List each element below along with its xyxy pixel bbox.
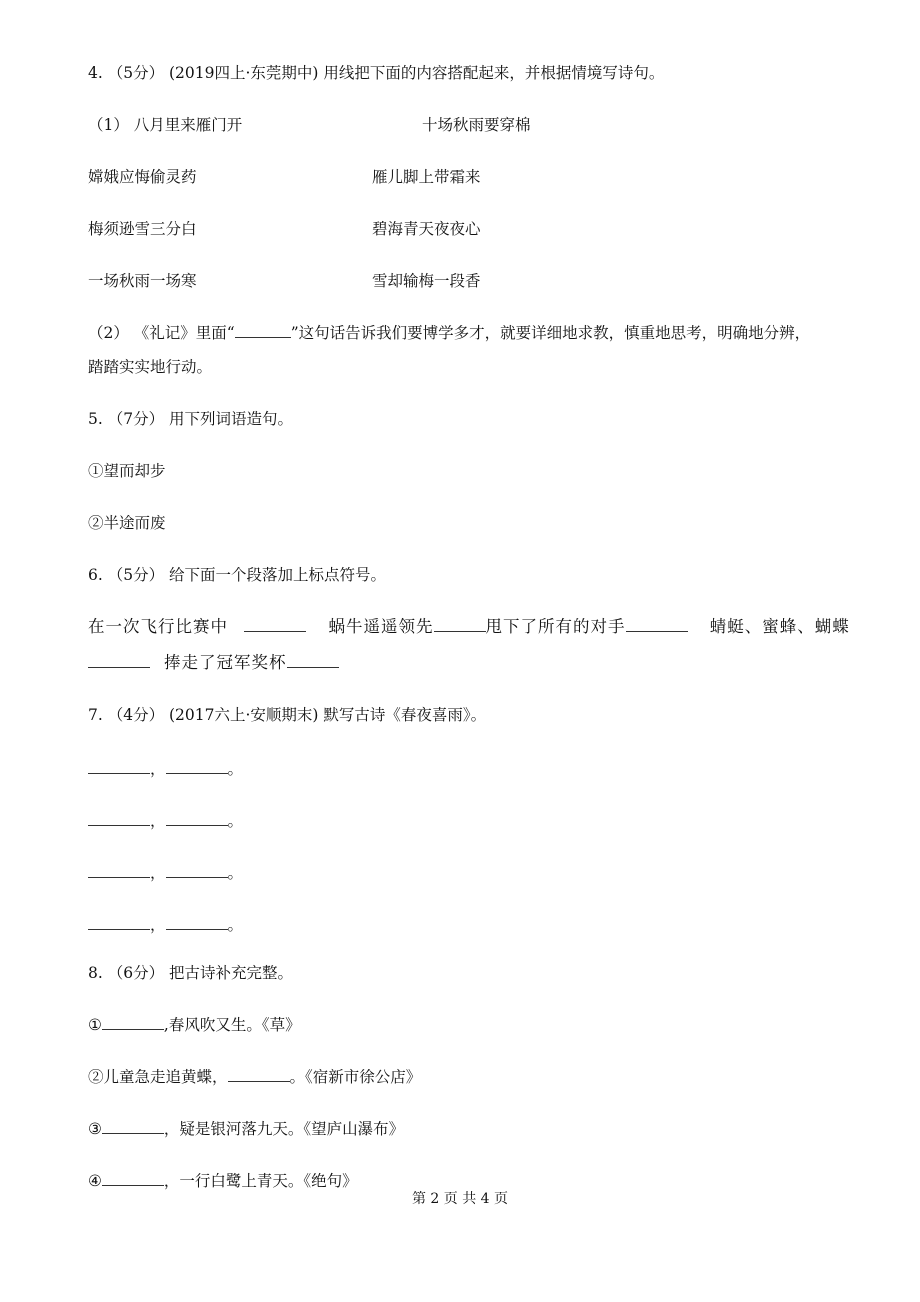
answer-blank[interactable] <box>235 322 291 338</box>
q7-line-2 <box>88 810 243 832</box>
comma: ， <box>150 812 166 830</box>
answer-blank[interactable] <box>102 1014 164 1030</box>
punct-blank[interactable] <box>88 652 150 668</box>
q6-seg-4: 蜻蜓、蜜蜂、蝴蝶 <box>709 617 850 636</box>
answer-blank[interactable] <box>88 862 150 878</box>
q5-header: 5. （7分） 用下列词语造句。 <box>88 410 294 428</box>
q8-item-suffix: ，疑是银河落九天。《望庐山瀑布》 <box>163 1120 405 1138</box>
answer-blank[interactable] <box>166 810 228 826</box>
q7-line-1 <box>88 758 243 780</box>
q8-item-prefix: ④ <box>88 1172 102 1190</box>
q4-pair-1-right: 十场秋雨要穿棉 <box>422 116 531 134</box>
q8-item-2 <box>88 1066 421 1088</box>
punct-blank[interactable] <box>626 616 688 632</box>
q8-item-prefix: ②儿童急走追黄蝶， <box>88 1068 228 1086</box>
q4-pair-3-right: 碧海青天夜夜心 <box>372 220 481 238</box>
q6-seg-1: 在一次飞行比赛中 <box>88 617 228 636</box>
q4-pair-2-right: 雁儿脚上带霜来 <box>372 168 481 186</box>
q4-part2-suffix: ”这句话告诉我们要博学多才，就要详细地求教，慎重地思考，明确地分辨， <box>290 324 811 342</box>
q4-pair-4-right: 雪却输梅一段香 <box>372 272 481 290</box>
punct-blank[interactable] <box>434 616 486 632</box>
punct-blank[interactable] <box>244 616 306 632</box>
comma: ， <box>150 760 166 778</box>
q5-item-1: ①望而却步 <box>88 462 166 480</box>
period: 。 <box>227 864 244 882</box>
answer-blank[interactable] <box>88 914 150 930</box>
q5-item-2: ②半途而废 <box>88 514 166 532</box>
q8-item-suffix: 。《宿新市徐公店》 <box>289 1068 422 1086</box>
q8-item-1 <box>88 1014 301 1036</box>
q4-pair-3-left: 梅须逊雪三分白 <box>88 220 197 238</box>
punct-blank[interactable] <box>287 652 339 668</box>
q8-item-3 <box>88 1118 404 1140</box>
period: 。 <box>227 760 244 778</box>
answer-blank[interactable] <box>88 810 150 826</box>
q4-pair-2-left: 嫦娥应悔偷灵药 <box>88 168 197 186</box>
answer-blank[interactable] <box>166 862 228 878</box>
q8-item-suffix: ,春风吹又生。《草》 <box>163 1016 301 1034</box>
q7-line-3 <box>88 862 243 884</box>
q6-seg-3: 甩下了所有的对手 <box>485 617 626 636</box>
q4-part2-line1 <box>88 322 810 344</box>
q4-header: 4. （5分） (2019四上·东莞期中) 用线把下面的内容搭配起来，并根据情境写诗句。 <box>88 64 665 82</box>
q6-seg-2: 蜗牛遥遥领先 <box>328 617 434 636</box>
answer-blank[interactable] <box>228 1066 290 1082</box>
period: 。 <box>227 812 244 830</box>
q8-header: 8. （6分） 把古诗补充完整。 <box>88 964 294 982</box>
q4-part2-prefix: （2） 《礼记》里面“ <box>88 324 235 342</box>
answer-blank[interactable] <box>102 1118 164 1134</box>
comma: ， <box>150 864 166 882</box>
page-footer: 第 2 页 共 4 页 <box>411 1191 509 1207</box>
q7-header: 7. （4分） (2017六上·安顺期末) 默写古诗《春夜喜雨》。 <box>88 706 487 724</box>
q4-part2-line2: 踏踏实实地行动。 <box>88 358 213 376</box>
answer-blank[interactable] <box>102 1170 164 1186</box>
q8-item-prefix: ① <box>88 1016 102 1034</box>
q7-line-4 <box>88 914 243 936</box>
period: 。 <box>227 916 244 934</box>
answer-blank[interactable] <box>88 758 150 774</box>
comma: ， <box>150 916 166 934</box>
q8-item-suffix: ，一行白鹭上青天。《绝句》 <box>163 1172 358 1190</box>
q4-pair-4-left: 一场秋雨一场寒 <box>88 272 197 290</box>
answer-blank[interactable] <box>166 914 228 930</box>
q8-item-prefix: ③ <box>88 1120 102 1138</box>
q6-header: 6. （5分） 给下面一个段落加上标点符号。 <box>88 566 387 584</box>
q6-seg-5: 捧走了冠军奖杯 <box>164 653 287 672</box>
answer-blank[interactable] <box>166 758 228 774</box>
q6-line2 <box>88 652 339 674</box>
q6-line1 <box>88 616 850 638</box>
q4-pair-1-left: （1） 八月里来雁门开 <box>88 116 243 134</box>
